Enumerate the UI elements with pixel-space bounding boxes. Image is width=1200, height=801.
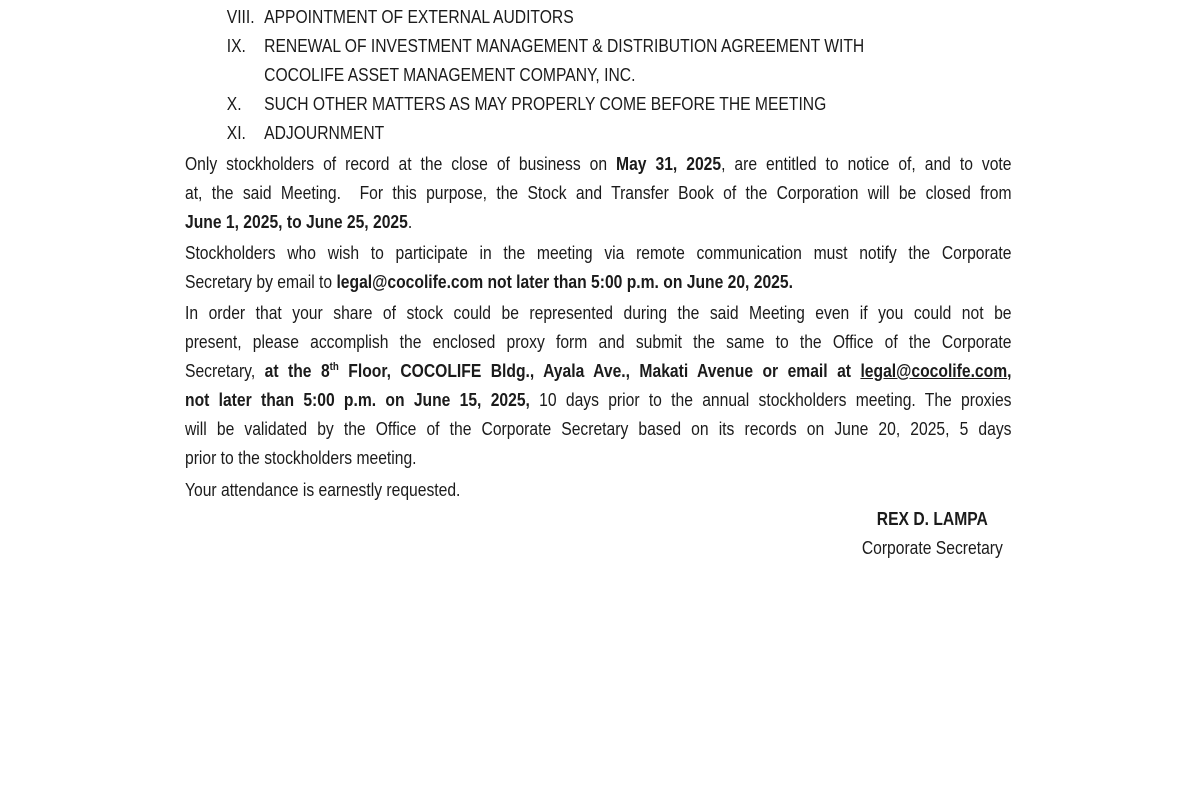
- text-run: at the 8: [264, 361, 330, 381]
- agenda-item-text: [264, 32, 864, 90]
- text-line: [185, 239, 1012, 268]
- text-line: [185, 150, 1012, 179]
- agenda-item: [227, 3, 1012, 32]
- agenda-item: [227, 119, 1012, 148]
- agenda-list: [227, 3, 1012, 148]
- text-line: [185, 357, 1012, 386]
- signatory-name: REX D. LAMPA: [876, 509, 988, 529]
- proxy-paragraph: [185, 299, 1012, 473]
- document-content: [185, 3, 1012, 563]
- agenda-numeral: X.: [226, 94, 242, 114]
- agenda-item-text: [264, 3, 573, 32]
- record-date-paragraph: [185, 150, 1012, 237]
- email-link[interactable]: legal@cocolife.com: [860, 361, 1008, 381]
- signatory-title: Corporate Secretary: [861, 538, 1003, 558]
- text-run: prior to the stockholders meeting.: [185, 448, 417, 468]
- text-run: at, the said Meeting. For this purpose, the Stock and Transfer Book of the Corporation will be closed from: [185, 183, 1012, 203]
- signature-block: [853, 505, 1011, 563]
- attendance-paragraph: [185, 476, 1012, 505]
- text-line: [185, 476, 1012, 505]
- text-line: SUCH OTHER MATTERS AS MAY PROPERLY COME BEFORE THE MEETING: [264, 94, 827, 114]
- text-line: COCOLIFE ASSET MANAGEMENT COMPANY, INC.: [264, 65, 636, 85]
- text-run: June 1, 2025, to June 25, 2025: [185, 212, 408, 232]
- text-run: will be validated by the Office of the Corporate Secretary based on its records on June 20, 2025, 5 days: [185, 419, 1012, 439]
- text-run: Secretary by email to: [185, 272, 337, 292]
- text-run: ,: [1007, 361, 1012, 381]
- agenda-numeral: IX.: [226, 36, 246, 56]
- text-run: May 31, 2025: [616, 154, 722, 174]
- text-line: ADJOURNMENT: [264, 123, 385, 143]
- text-run: legal@cocolife.com not later than 5:00 p.m. on June 20, 2025.: [336, 272, 793, 292]
- text-run: Stockholders who wish to participate in the meeting via remote communication must notify the Corporate: [185, 243, 1012, 263]
- text-line: [185, 268, 1012, 297]
- text-run: 10 days prior to the annual stockholders meeting. The proxies: [529, 390, 1012, 410]
- text-line: [185, 328, 1012, 357]
- text-line: [185, 415, 1012, 444]
- text-line: [185, 208, 1012, 237]
- text-run: Floor, COCOLIFE Bldg., Ayala Ave., Makati Avenue or email at: [338, 361, 861, 381]
- agenda-numeral: XI.: [226, 123, 246, 143]
- text-run: Your attendance is earnestly requested.: [185, 480, 461, 500]
- text-line: APPOINTMENT OF EXTERNAL AUDITORS: [264, 7, 574, 27]
- text-run: Secretary,: [185, 361, 265, 381]
- agenda-item: [227, 90, 1012, 119]
- agenda-item-text: [264, 90, 826, 119]
- agenda-item: [227, 32, 1012, 90]
- text-run: not later than 5:00 p.m. on June 15, 2025,: [185, 390, 530, 410]
- text-run: Only stockholders of record at the close of business on: [185, 154, 617, 174]
- text-line: RENEWAL OF INVESTMENT MANAGEMENT & DISTRIBUTION AGREEMENT WITH: [264, 36, 865, 56]
- text-run: present, please accomplish the enclosed proxy form and submit the same to the Office of the Corporate: [185, 332, 1012, 352]
- text-line: [185, 444, 1012, 473]
- remote-participation-paragraph: [185, 239, 1012, 297]
- agenda-numeral: VIII.: [226, 7, 255, 27]
- agenda-item-text: [264, 119, 384, 148]
- text-run: .: [407, 212, 413, 232]
- text-run: th: [329, 361, 339, 373]
- text-run: In order that your share of stock could be represented during the said Meeting even if you could not be: [185, 303, 1012, 323]
- text-line: [185, 299, 1012, 328]
- document-body: [185, 150, 1012, 505]
- text-line: [185, 179, 1012, 208]
- text-line: [185, 386, 1012, 415]
- text-run: , are entitled to notice of, and to vote: [721, 154, 1012, 174]
